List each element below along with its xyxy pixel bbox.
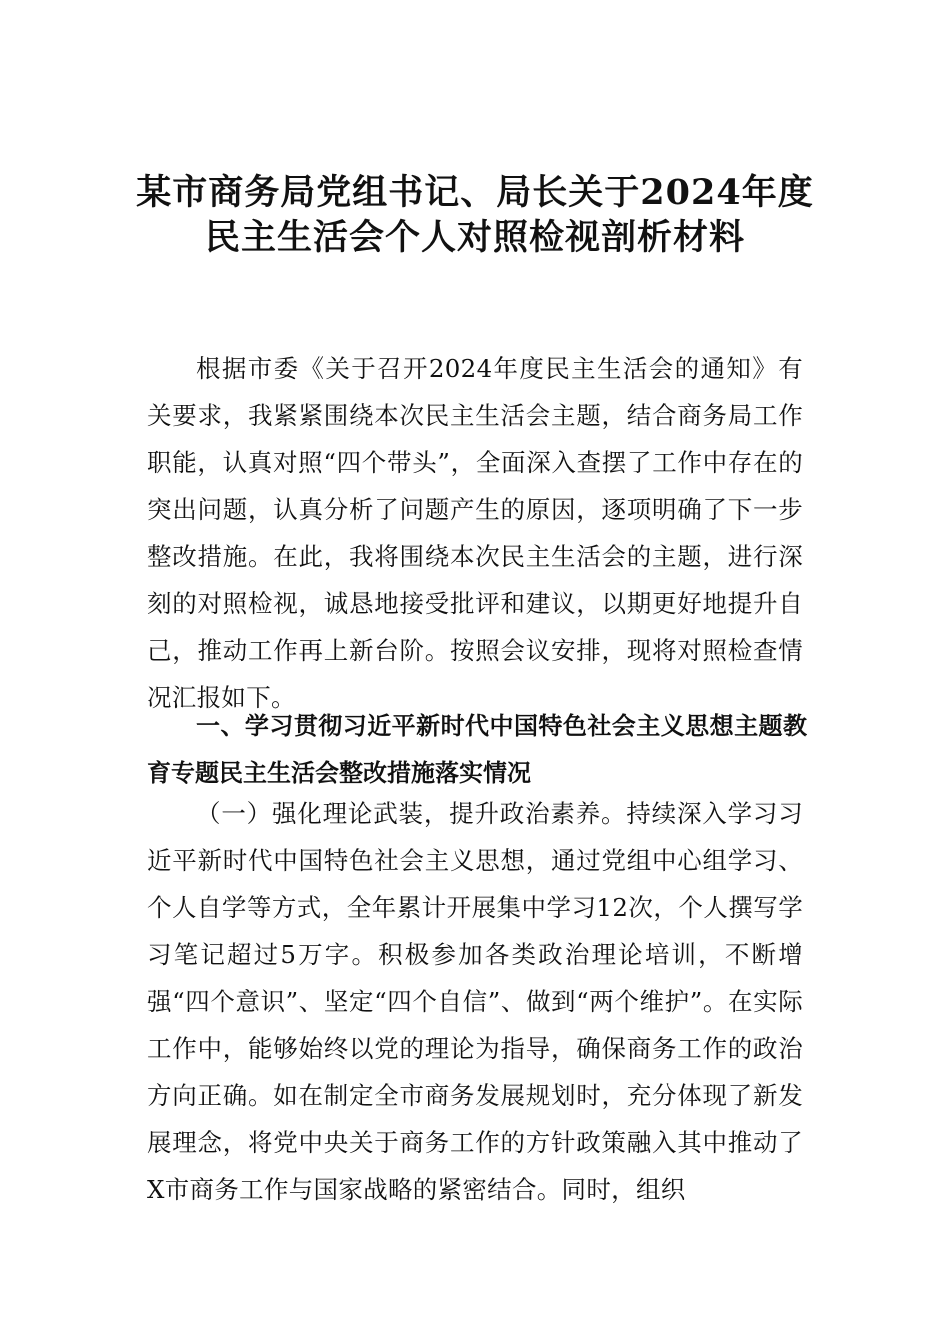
section-1-heading: 一、学习贯彻习近平新时代中国特色社会主义思想主题教育专题民主生活会整改措施落实情况 bbox=[147, 712, 807, 787]
subsection-1-paragraph: （一）强化理论武装，提升政治素养。持续深入学习习近平新时代中国特色社会主义思想，通过党组中心组学习、个人自学等方式，全年累计开展集中学习12次，个人撰写学习笔记超过5万字。积极参加各类政治理论培训，不断增强“四个意识”、坚定“四个自信”、做到“两个维护”。在实际工作中，能够始终以党的理论为指导，确保商务工作的政治方向正确。如在制定全市商务发展规划时，充分体现了新发展理念，将党中央关于商务工作的方针政策融入其中推动了X市商务工作与国家战略的紧密结合。同时，组织 bbox=[147, 799, 803, 1204]
document-title-line-2: 民主生活会个人对照检视剖析材料 bbox=[204, 217, 745, 258]
document-title-line-1: 某市商务局党组书记、局长关于2024年度 bbox=[136, 172, 814, 213]
intro-paragraph: 根据市委《关于召开2024年度民主生活会的通知》有关要求，我紧紧围绕本次民主生活会主题，结合商务局工作职能，认真对照“四个带头”，全面深入查摆了工作中存在的突出问题，认真分析了问题产生的原因，逐项明确了下一步整改措施。在此，我将围绕本次民主生活会的主题，进行深刻的对照检视，诚恳地接受批评和建议，以期更好地提升自己，推动工作再上新台阶。按照会议安排，现将对照检查情况汇报如下。 bbox=[147, 354, 803, 712]
